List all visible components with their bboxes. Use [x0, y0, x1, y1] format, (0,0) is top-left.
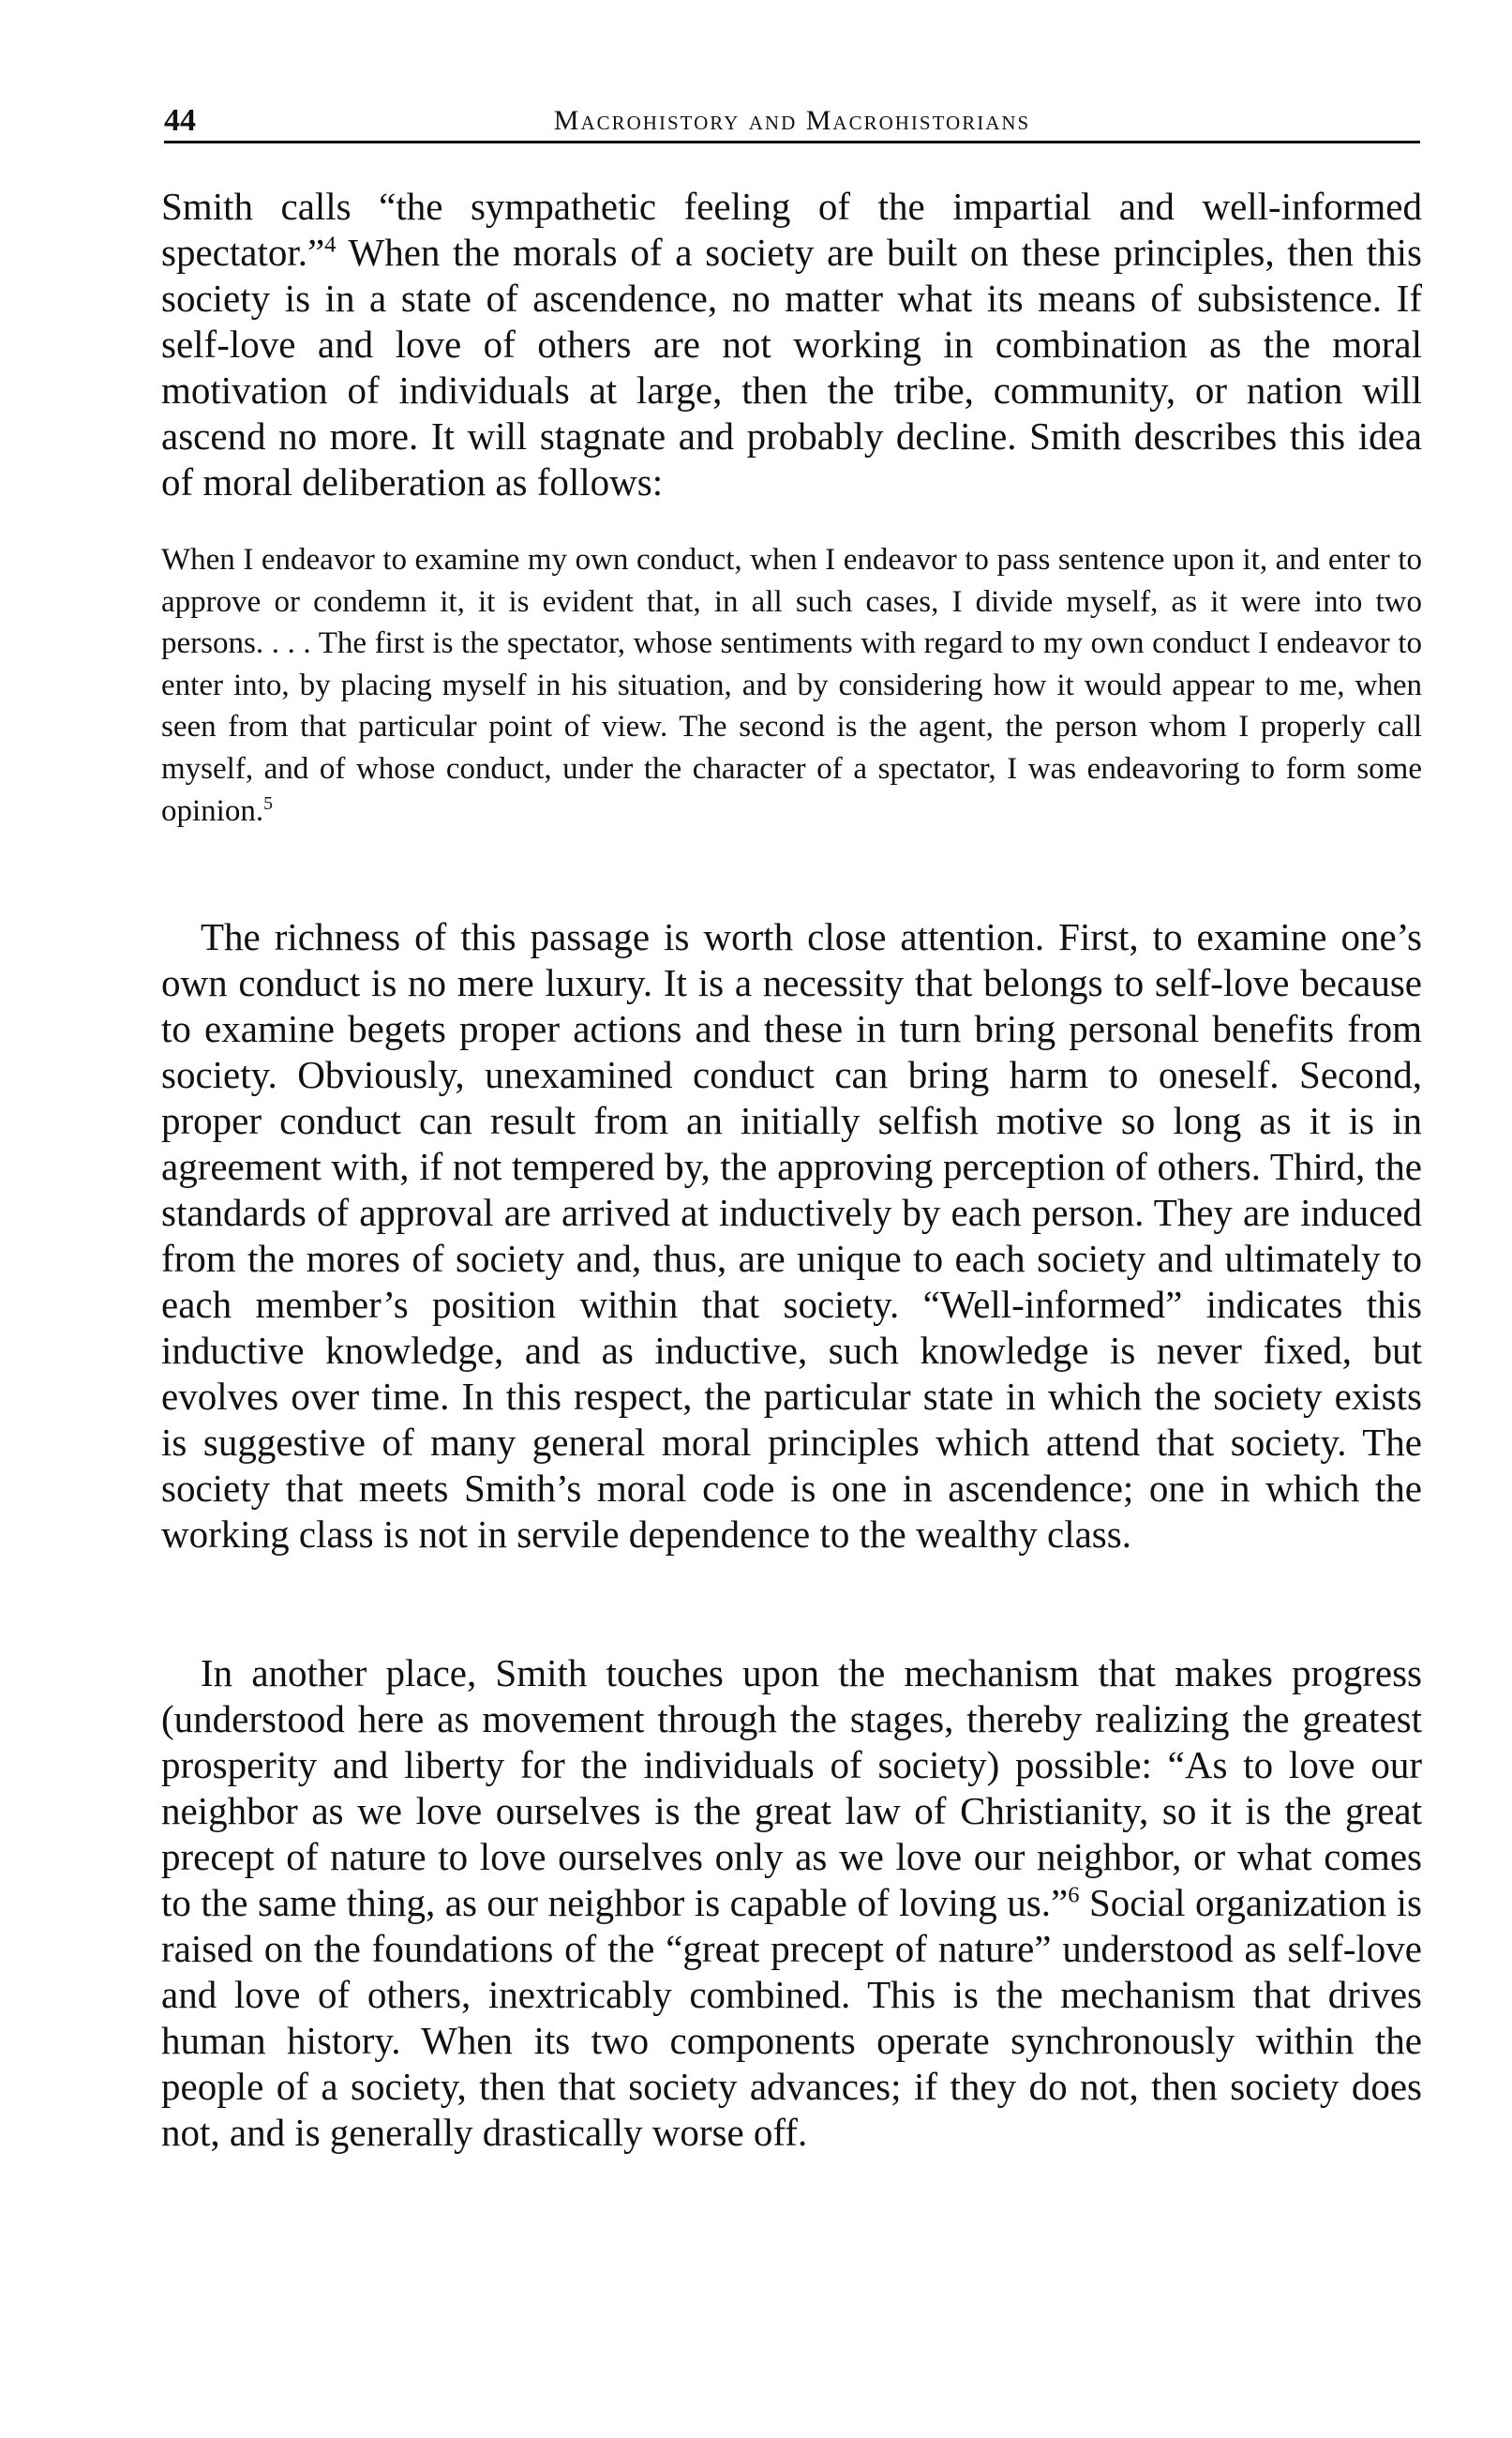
block-quote: [161, 539, 1422, 832]
page-number: 44: [164, 103, 196, 138]
paragraph-2-text: The richness of this passage is worth close attention. First, to examine one’s own conduct is no mere luxury. It is a necessity that belongs to self-love because to examine begets proper actions and these in turn bring personal benefits from society. Obviously, unexamined conduct can bring harm to oneself. Second, proper conduct can result from an initially selfish motive so long as it is in agreement with, if not tempered by, the approving perception of others. Third, the standards of approval are arrived at inductively by each person. They are induced from the mores of society and, thus, are unique to each society and ultimately to each member’s position within that society. “Well-informed” indicates this inductive knowledge, and as inductive, such knowledge is never fixed, but evolves over time. In this respect, the particular state in which the society exists is suggestive of many general moral principles which attend that society. The society that meets Smith’s moral code is one in ascendence; one in which the working class is not in servile dependence to the wealthy class.: [161, 915, 1422, 1556]
paragraph-2: [161, 914, 1422, 1558]
running-head: [164, 92, 1420, 143]
footnote-marker-4: 4: [324, 232, 337, 258]
footnote-marker-5: 5: [263, 792, 273, 814]
footnote-marker-6: 6: [1068, 1882, 1080, 1908]
paragraph-3-text-b: Social organization is raised on the foundations of the “great precept of nature” understood as self-love and love of others, inextricably combined. This is the mechanism that drives human history. When its two components operate synchronously within the people of a society, then that society advances; if they do not, then society does not, and is generally drastically worse off.: [161, 1881, 1422, 2154]
paragraph-3: [161, 1650, 1422, 2156]
paragraph-1: [161, 184, 1422, 505]
paragraph-3-text-a: In another place, Smith touches upon the mechanism that makes progress (understood here as movement through the stages, thereby realizing the greatest prosperity and liberty for the individuals of society) possible: “As to love our neighbor as we love ourselves is the great law of Christianity, so it is the great precept of nature to love ourselves only as we love our neighbor, or what comes to the same thing, as our neighbor is capable of loving us.”: [161, 1651, 1422, 1924]
paragraph-1-text-b: When the morals of a society are built on these principles, then this society is in a state of ascendence, no matter what its means of subsistence. If self-love and love of others are not working in combination as the moral motivation of individuals at large, then the tribe, community, or nation will ascend no more. It will stagnate and probably decline. Smith describes this idea of moral deliberation as follows:: [161, 231, 1422, 504]
running-title: Macrohistory and Macrohistorians: [553, 105, 1031, 136]
block-quote-text: When I endeavor to examine my own conduct, when I endeavor to pass sentence upon it, and enter to approve or condemn it, it is evident that, in all such cases, I divide myself, as it were into two persons. . . . The first is the spectator, whose sentiments with regard to my own conduct I endeavor to enter into, by placing myself in his situation, and by considering how it would appear to me, when seen from that particular point of view. The second is the agent, the person whom I properly call myself, and of whose conduct, under the character of a spectator, I was endeavoring to form some opinion.: [161, 543, 1422, 828]
paragraph-1-text-a: Smith calls “the sympathetic feeling of the impartial and well-informed spectator.”: [161, 185, 1422, 274]
